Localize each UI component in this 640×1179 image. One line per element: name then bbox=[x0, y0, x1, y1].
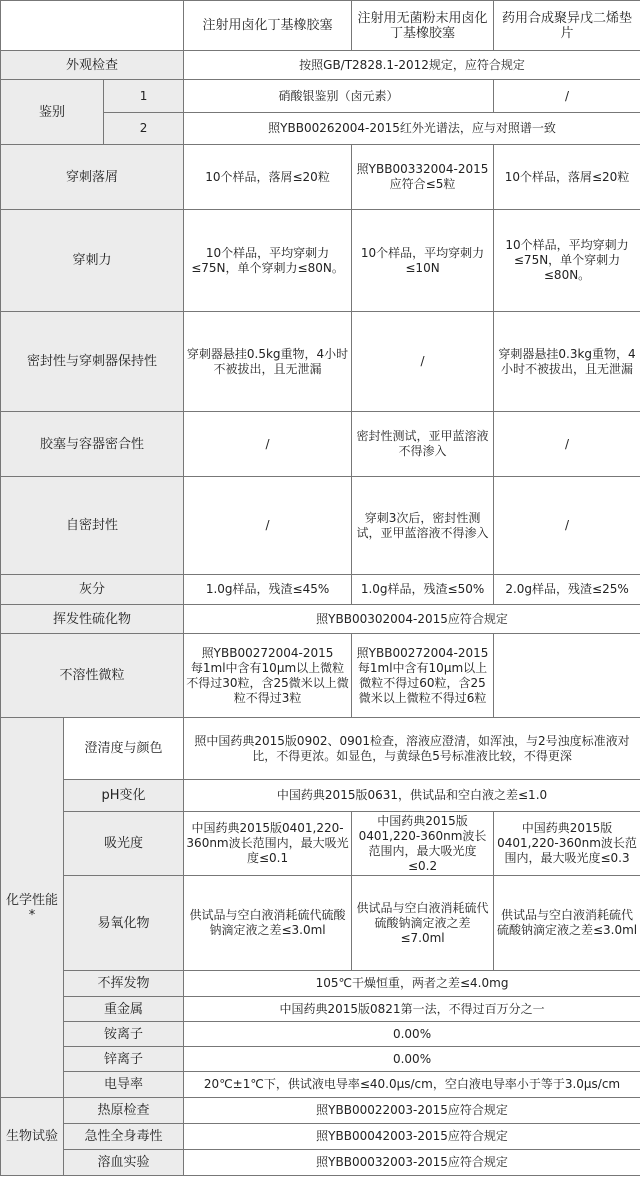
identification-sub2-value: 照YBB00262004-2015红外光谱法，应与对照谱一致 bbox=[184, 113, 640, 145]
insoluble-label: 不溶性微粒 bbox=[1, 634, 184, 718]
toxicity-value: 照YBB00042003-2015应符合规定 bbox=[184, 1124, 640, 1150]
table-row bbox=[1, 1098, 640, 1124]
seal-hold-col1: 穿刺器悬挂0.5kg重物，4小时不被拔出，且无泄漏 bbox=[184, 312, 352, 412]
ash-col3: 2.0g样品，残渣≤25% bbox=[494, 575, 640, 605]
zinc-value: 0.00% bbox=[184, 1047, 640, 1072]
table-row bbox=[1, 80, 640, 113]
penetration-col1: 10个样品，平均穿刺力≤75N，单个穿刺力≤80N。 bbox=[184, 210, 352, 312]
container-seal-col1: / bbox=[184, 412, 352, 477]
hemolysis-value: 照YBB00032003-2015应符合规定 bbox=[184, 1150, 640, 1176]
table-row bbox=[1, 1047, 640, 1072]
fragmentation-col1: 10个样品，落屑≤20粒 bbox=[184, 145, 352, 210]
insoluble-col1 bbox=[184, 634, 352, 718]
table-row bbox=[1, 210, 640, 312]
toxicity-label: 急性全身毒性 bbox=[64, 1124, 184, 1150]
header-col2: 注射用无菌粉末用卤化丁基橡胶塞 bbox=[352, 1, 494, 51]
conductivity-value: 20℃±1℃下，供试液电导率≤40.0μs/cm，空白液电导率小于等于3.0μs/cm bbox=[184, 1072, 640, 1098]
table-row bbox=[1, 812, 640, 876]
absorbance-col1: 中国药典2015版0401,220-360nm波长范围内，最大吸光度≤0.1 bbox=[184, 812, 352, 876]
self-seal-label: 自密封性 bbox=[1, 477, 184, 575]
clarity-value: 照中国药典2015版0902、0901检查，溶液应澄清，如浑浊，与2号浊度标准液对比，不得更浓。如显色，与黄绿色5号标准液比较，不得更深 bbox=[184, 718, 640, 780]
insoluble-col1-head: 照YBB00272004-2015 bbox=[201, 645, 334, 660]
seal-hold-label: 密封性与穿刺器保持性 bbox=[1, 312, 184, 412]
appearance-value: 按照GB/T2828.1-2012规定，应符合规定 bbox=[184, 51, 640, 80]
table-row bbox=[1, 312, 640, 412]
header-col3: 药用合成聚异戊二烯垫片 bbox=[494, 1, 640, 51]
ph-value: 中国药典2015版0631，供试品和空白液之差≤1.0 bbox=[184, 780, 640, 812]
identification-sub1-col3: / bbox=[494, 80, 640, 113]
volatile-sulfide-value: 照YBB00302004-2015应符合规定 bbox=[184, 605, 640, 634]
ash-col2: 1.0g样品，残渣≤50% bbox=[352, 575, 494, 605]
identification-sub1-value: 硝酸银鉴别（卤元素） bbox=[184, 80, 494, 113]
oxidizable-col1: 供试品与空白液消耗硫代硫酸钠滴定液之差≤3.0ml bbox=[184, 876, 352, 971]
insoluble-col3 bbox=[494, 634, 640, 718]
bio-label: 生物试验 bbox=[1, 1098, 64, 1176]
table-row bbox=[1, 780, 640, 812]
ash-col1: 1.0g样品，残渣≤45% bbox=[184, 575, 352, 605]
penetration-col3: 10个样品，平均穿刺力≤75N，单个穿刺力≤80N。 bbox=[494, 210, 640, 312]
header-col1: 注射用卤化丁基橡胶塞 bbox=[184, 1, 352, 51]
fragmentation-col3: 10个样品，落屑≤20粒 bbox=[494, 145, 640, 210]
zinc-label: 锌离子 bbox=[64, 1047, 184, 1072]
table-row bbox=[1, 477, 640, 575]
self-seal-col3: / bbox=[494, 477, 640, 575]
seal-hold-col3: 穿刺器悬挂0.3kg重物，4小时不被拔出，且无泄漏 bbox=[494, 312, 640, 412]
volatile-sulfide-label: 挥发性硫化物 bbox=[1, 605, 184, 634]
appearance-label: 外观检查 bbox=[1, 51, 184, 80]
table-row bbox=[1, 145, 640, 210]
identification-sub2-num: 2 bbox=[104, 113, 184, 145]
clarity-label: 澄清度与颜色 bbox=[64, 718, 184, 780]
container-seal-col2: 密封性测试，亚甲蓝溶液不得渗入 bbox=[352, 412, 494, 477]
table-row bbox=[1, 51, 640, 80]
penetration-col2: 10个样品，平均穿刺力≤10N bbox=[352, 210, 494, 312]
insoluble-col2 bbox=[352, 634, 494, 718]
ammonium-value: 0.00% bbox=[184, 1022, 640, 1047]
heavy-metal-value: 中国药典2015版0821第一法，不得过百万分之一 bbox=[184, 997, 640, 1022]
container-seal-label: 胶塞与容器密合性 bbox=[1, 412, 184, 477]
table-row bbox=[1, 1072, 640, 1098]
self-seal-col1: / bbox=[184, 477, 352, 575]
absorbance-label: 吸光度 bbox=[64, 812, 184, 876]
self-seal-col2: 穿刺3次后，密封性测试，亚甲蓝溶液不得渗入 bbox=[352, 477, 494, 575]
heavy-metal-label: 重金属 bbox=[64, 997, 184, 1022]
table-row bbox=[1, 971, 640, 997]
conductivity-label: 电导率 bbox=[64, 1072, 184, 1098]
pyrogen-label: 热原检查 bbox=[64, 1098, 184, 1124]
header-row bbox=[1, 1, 640, 51]
seal-hold-col2: / bbox=[352, 312, 494, 412]
fragmentation-label: 穿刺落屑 bbox=[1, 145, 184, 210]
table-row bbox=[1, 634, 640, 718]
header-blank-cell bbox=[1, 1, 184, 51]
insoluble-col2-body: 每1ml中含有10μm以上微粒不得过60粒，含25微米以上微粒不得过6粒 bbox=[357, 660, 488, 705]
table-row bbox=[1, 1150, 640, 1176]
pyrogen-value: 照YBB00022003-2015应符合规定 bbox=[184, 1098, 640, 1124]
ash-label: 灰分 bbox=[1, 575, 184, 605]
identification-sub1-num: 1 bbox=[104, 80, 184, 113]
absorbance-col2: 中国药典2015版0401,220-360nm波长范围内，最大吸光度≤0.2 bbox=[352, 812, 494, 876]
penetration-label: 穿刺力 bbox=[1, 210, 184, 312]
oxidizable-col3: 供试品与空白液消耗硫代硫酸钠滴定液之差≤3.0ml bbox=[494, 876, 640, 971]
table-row bbox=[1, 1022, 640, 1047]
table-row bbox=[1, 718, 640, 780]
table-row bbox=[1, 997, 640, 1022]
ph-label: pH变化 bbox=[64, 780, 184, 812]
table-row bbox=[1, 876, 640, 971]
identification-label: 鉴别 bbox=[1, 80, 104, 145]
hemolysis-label: 溶血实验 bbox=[64, 1150, 184, 1176]
oxidizable-col2: 供试品与空白液消耗硫代硫酸钠滴定液之差≤7.0ml bbox=[352, 876, 494, 971]
absorbance-col3: 中国药典2015版0401,220-360nm波长范围内，最大吸光度≤0.3 bbox=[494, 812, 640, 876]
table-row bbox=[1, 605, 640, 634]
insoluble-col2-head: 照YBB00272004-2015 bbox=[356, 645, 489, 660]
table-row bbox=[1, 575, 640, 605]
chemical-label: 化学性能* bbox=[1, 718, 64, 1098]
table-row bbox=[1, 412, 640, 477]
insoluble-col1-body: 每1ml中含有10μm以上微粒不得过30粒，含25微米以上微粒不得过3粒 bbox=[186, 660, 349, 705]
ammonium-label: 铵离子 bbox=[64, 1022, 184, 1047]
container-seal-col3: / bbox=[494, 412, 640, 477]
nonvolatile-value: 105℃干燥恒重，两者之差≤4.0mg bbox=[184, 971, 640, 997]
fragmentation-col2: 照YBB00332004-2015应符合≤5粒 bbox=[352, 145, 494, 210]
oxidizable-label: 易氧化物 bbox=[64, 876, 184, 971]
nonvolatile-label: 不挥发物 bbox=[64, 971, 184, 997]
table-row bbox=[1, 1124, 640, 1150]
